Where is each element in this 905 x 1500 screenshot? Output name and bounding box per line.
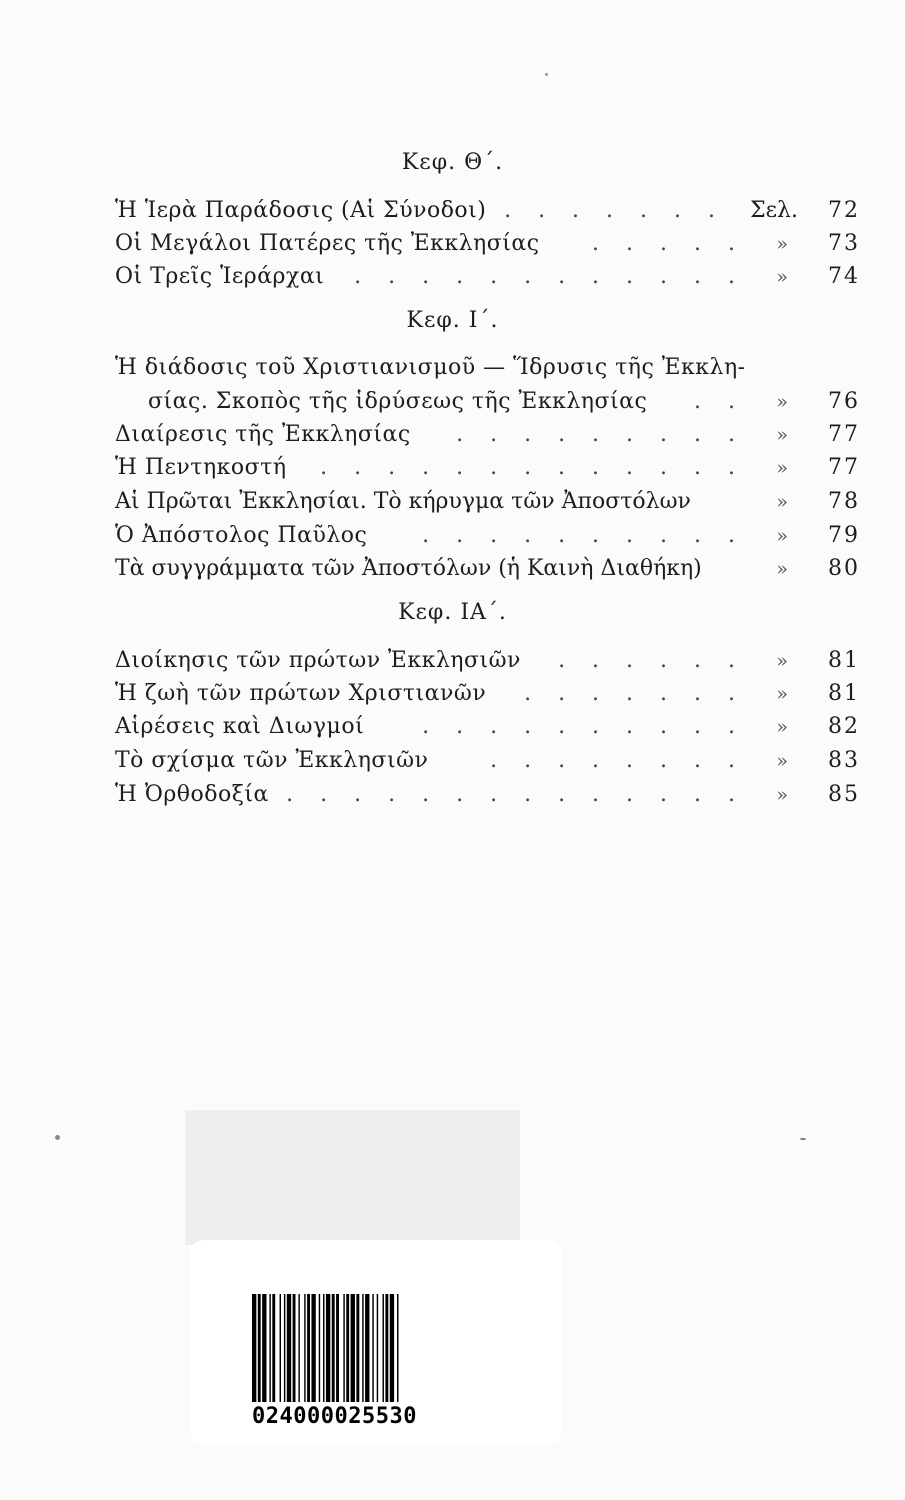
barcode-bar	[269, 1294, 270, 1402]
leader-dots: . . . . .	[592, 231, 745, 256]
barcode-bar	[323, 1294, 324, 1402]
entry-title: Ὁ Ἀπόστολος Παῦλος	[115, 523, 368, 548]
barcode-bar	[252, 1294, 256, 1402]
barcode-bar	[262, 1294, 266, 1402]
barcode-bar	[362, 1294, 363, 1402]
barcode-bar	[332, 1294, 335, 1402]
chapter-heading: Κεφ. Θ΄.	[401, 150, 504, 175]
toc-entry	[115, 553, 860, 585]
barcode-bar	[304, 1294, 305, 1402]
leader-dots: . . . . . . . . . .	[422, 523, 745, 548]
page-number: 81	[828, 648, 860, 673]
barcode-bar	[298, 1294, 299, 1402]
leader-dots: . . . . . .	[558, 648, 745, 673]
page-number: 83	[828, 748, 860, 773]
toc-entry	[115, 486, 860, 518]
ditto-mark: »	[776, 525, 788, 547]
ditto-mark: »	[776, 558, 788, 580]
barcode-bar	[280, 1294, 281, 1402]
barcode-bar	[258, 1294, 261, 1402]
barcode-bar	[307, 1294, 310, 1402]
page-number: 72	[828, 198, 860, 223]
barcode-bar	[319, 1294, 320, 1402]
ditto-mark: »	[776, 784, 788, 806]
leader-dots: . . . . . . .	[524, 681, 745, 706]
leader-dots: . . . . . . . . . . . .	[354, 264, 745, 289]
barcode-bar	[293, 1294, 296, 1402]
entry-title: Οἱ Μεγάλοι Πατέρες τῆς Ἐκκλησίας	[115, 231, 540, 256]
barcode-bar	[390, 1294, 394, 1402]
barcode-bar	[284, 1294, 285, 1402]
leader-dots: . . . . . . . . . . . . . .	[286, 782, 745, 807]
chapter-heading: Κεφ. ΙΑ΄.	[398, 600, 507, 625]
barcode-bar	[326, 1294, 330, 1402]
barcode-bar	[351, 1294, 355, 1402]
toc-entry	[115, 678, 860, 710]
leader-dots: . . . . . . . . .	[456, 422, 745, 447]
ditto-mark: »	[776, 750, 788, 772]
barcode-bar	[372, 1294, 373, 1402]
toc-entry	[115, 452, 860, 484]
page-number: 74	[828, 264, 860, 289]
chapter-heading: Κεφ. Ι΄.	[406, 308, 499, 333]
ditto-mark: »	[776, 683, 788, 705]
barcode-bar	[377, 1294, 378, 1402]
toc-entry	[115, 711, 860, 743]
entry-title: Ἡ Πεντηκοστή	[115, 455, 287, 480]
page-number: 73	[828, 231, 860, 256]
leader-dots: . . . . . . . . . . . . .	[320, 455, 745, 480]
toc-entry	[115, 195, 860, 227]
ditto-mark: »	[776, 491, 788, 513]
ditto-mark: »	[776, 650, 788, 672]
barcode-bar	[383, 1294, 384, 1402]
sticker-residue	[185, 1110, 520, 1245]
entry-title: Αἱ Πρῶται Ἐκκλησίαι. Τὸ κήρυγμα τῶν Ἀποστόλων	[115, 489, 691, 514]
page-number: 78	[828, 489, 860, 514]
entry-title: Ἡ Ὀρθοδοξία	[115, 782, 269, 807]
ditto-mark: »	[776, 233, 788, 255]
barcode-bar	[356, 1294, 359, 1402]
page-number: 79	[828, 523, 860, 548]
page-number: 80	[828, 556, 860, 581]
entry-title: Διαίρεσις τῆς Ἐκκλησίας	[115, 422, 411, 447]
leader-dots: . . . . . . .	[504, 198, 725, 223]
barcode-number: 024000025530	[252, 1404, 417, 1429]
barcode-bar	[272, 1294, 275, 1402]
page-number: 82	[828, 714, 860, 739]
ditto-mark: »	[776, 424, 788, 446]
barcode-bar	[365, 1294, 369, 1402]
toc-entry	[115, 745, 860, 777]
page-number: 77	[828, 422, 860, 447]
toc-entry	[115, 228, 860, 260]
paper-speck	[800, 1138, 806, 1140]
barcode-bar	[311, 1294, 315, 1402]
ditto-mark: »	[776, 457, 788, 479]
toc-entry	[115, 645, 860, 677]
entry-title: Ἡ ζωὴ τῶν πρώτων Χριστιανῶν	[115, 681, 487, 706]
toc-entry	[115, 386, 860, 418]
toc-entry	[115, 352, 860, 384]
barcode-bar	[346, 1294, 349, 1402]
barcode-image	[252, 1294, 512, 1402]
entry-title: Αἱρέσεις καὶ Διωγμοί	[115, 714, 365, 739]
page-number: 77	[828, 455, 860, 480]
ditto-mark: »	[776, 716, 788, 738]
leader-dots: . . . . . . . . . .	[422, 714, 745, 739]
barcode-bar	[287, 1294, 291, 1402]
barcode-bar	[385, 1294, 388, 1402]
entry-title: Διοίκησις τῶν πρώτων Ἐκκλησιῶν	[115, 648, 521, 673]
barcode-bar	[397, 1294, 398, 1402]
page-number: 81	[828, 681, 860, 706]
leader-dots: . .	[694, 389, 745, 414]
ditto-mark: »	[776, 391, 788, 413]
paper-speck	[545, 73, 548, 76]
barcode-bar	[343, 1294, 344, 1402]
toc-entry	[115, 419, 860, 451]
entry-title: Τὸ σχίσμα τῶν Ἐκκλησιῶν	[115, 748, 429, 773]
leader-dots: . . . . . . . .	[490, 748, 745, 773]
entry-title: Τὰ συγγράμματα τῶν Ἀποστόλων (ἡ Καινὴ Διαθήκη)	[115, 556, 702, 581]
entry-title: Οἱ Τρεῖς Ἱεράρχαι	[115, 264, 325, 289]
page-number: 76	[828, 389, 860, 414]
paper-speck	[55, 1135, 60, 1140]
toc-entry	[115, 261, 860, 293]
toc-entry	[115, 520, 860, 552]
page-column-label: Σελ.	[750, 198, 798, 223]
page-number: 85	[828, 782, 860, 807]
barcode-bar	[336, 1294, 339, 1402]
entry-title: Ἡ Ἱερὰ Παράδοσις (Αἱ Σύνοδοι)	[115, 198, 487, 223]
ditto-mark: »	[776, 266, 788, 288]
toc-entry	[115, 779, 860, 811]
entry-title: σίας. Σκοπὸς τῆς ἱδρύσεως τῆς Ἐκκλησίας	[148, 389, 648, 414]
entry-title: Ἡ διάδοσις τοῦ Χριστιανισμοῦ — Ἵδρυσις τῆς Ἐκκλη-	[115, 355, 746, 380]
